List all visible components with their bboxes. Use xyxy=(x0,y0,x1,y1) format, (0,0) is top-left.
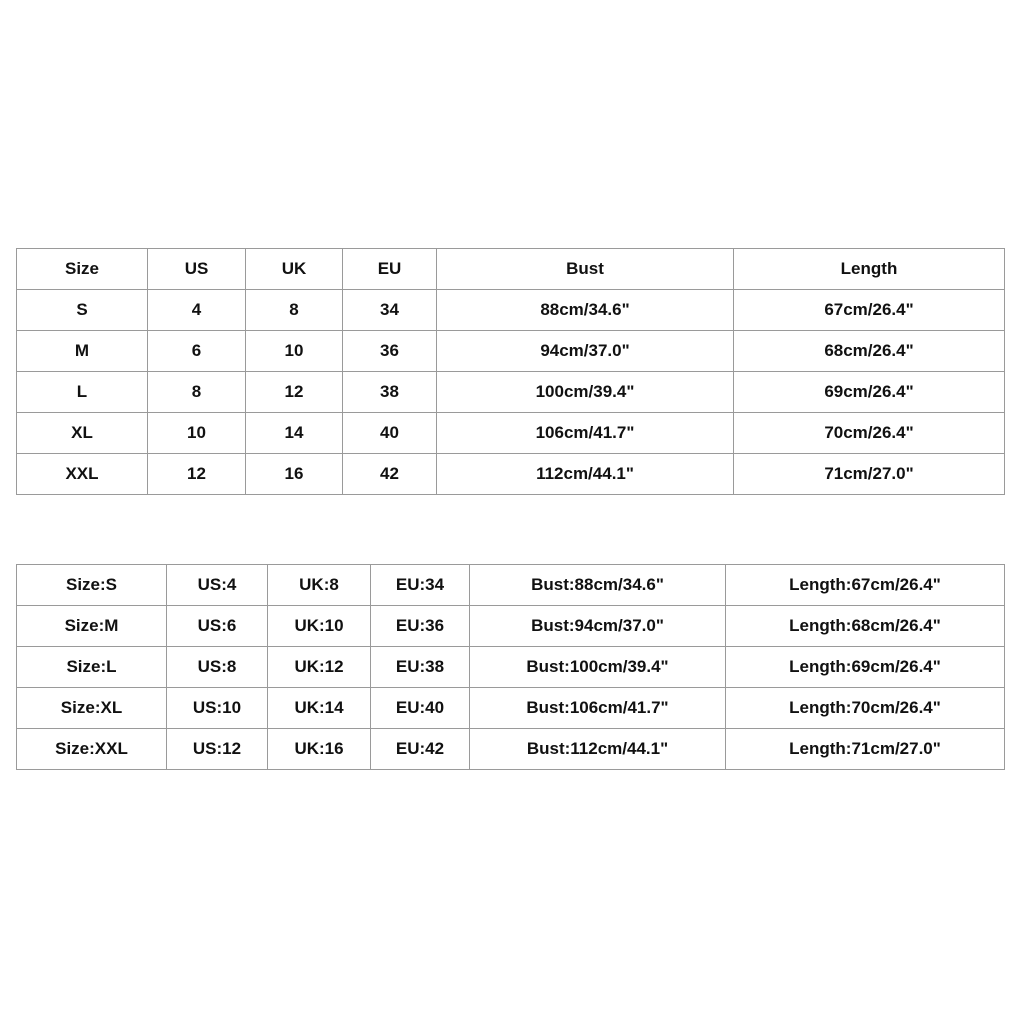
cell-length: Length:69cm/26.4" xyxy=(726,647,1005,688)
cell-eu: 34 xyxy=(343,290,437,331)
cell-us: US:6 xyxy=(167,606,268,647)
cell-size: L xyxy=(17,372,148,413)
cell-eu: 42 xyxy=(343,454,437,495)
table-row xyxy=(17,413,1005,454)
cell-size: S xyxy=(17,290,148,331)
cell-uk: 12 xyxy=(246,372,343,413)
table-header-row xyxy=(17,249,1005,290)
header-size: Size xyxy=(17,249,148,290)
cell-size: XL xyxy=(17,413,148,454)
table-row xyxy=(17,565,1005,606)
cell-size: Size:XL xyxy=(17,688,167,729)
cell-bust: 100cm/39.4" xyxy=(437,372,734,413)
table-row xyxy=(17,606,1005,647)
cell-bust: Bust:106cm/41.7" xyxy=(470,688,726,729)
cell-length: Length:70cm/26.4" xyxy=(726,688,1005,729)
cell-us: US:10 xyxy=(167,688,268,729)
cell-length: 67cm/26.4" xyxy=(734,290,1005,331)
cell-length: Length:68cm/26.4" xyxy=(726,606,1005,647)
table-row xyxy=(17,290,1005,331)
cell-uk: UK:8 xyxy=(268,565,371,606)
table-row xyxy=(17,647,1005,688)
table-row xyxy=(17,454,1005,495)
header-length: Length xyxy=(734,249,1005,290)
cell-size: Size:XXL xyxy=(17,729,167,770)
cell-eu: EU:42 xyxy=(371,729,470,770)
cell-us: 10 xyxy=(148,413,246,454)
cell-length: 69cm/26.4" xyxy=(734,372,1005,413)
cell-uk: UK:16 xyxy=(268,729,371,770)
table-row xyxy=(17,688,1005,729)
cell-bust: 88cm/34.6" xyxy=(437,290,734,331)
cell-uk: 8 xyxy=(246,290,343,331)
cell-uk: UK:14 xyxy=(268,688,371,729)
header-eu: EU xyxy=(343,249,437,290)
cell-bust: Bust:112cm/44.1" xyxy=(470,729,726,770)
cell-uk: 14 xyxy=(246,413,343,454)
cell-length: Length:67cm/26.4" xyxy=(726,565,1005,606)
cell-us: 6 xyxy=(148,331,246,372)
cell-bust: Bust:94cm/37.0" xyxy=(470,606,726,647)
cell-length: Length:71cm/27.0" xyxy=(726,729,1005,770)
cell-us: 8 xyxy=(148,372,246,413)
cell-size: XXL xyxy=(17,454,148,495)
cell-eu: EU:40 xyxy=(371,688,470,729)
cell-uk: 16 xyxy=(246,454,343,495)
cell-eu: 36 xyxy=(343,331,437,372)
cell-us: 4 xyxy=(148,290,246,331)
cell-bust: 112cm/44.1" xyxy=(437,454,734,495)
cell-size: Size:L xyxy=(17,647,167,688)
cell-eu: EU:34 xyxy=(371,565,470,606)
cell-us: US:8 xyxy=(167,647,268,688)
cell-us: US:4 xyxy=(167,565,268,606)
cell-uk: 10 xyxy=(246,331,343,372)
table-row xyxy=(17,331,1005,372)
cell-size: Size:M xyxy=(17,606,167,647)
header-us: US xyxy=(148,249,246,290)
cell-us: 12 xyxy=(148,454,246,495)
cell-bust: Bust:100cm/39.4" xyxy=(470,647,726,688)
cell-bust: Bust:88cm/34.6" xyxy=(470,565,726,606)
cell-length: 71cm/27.0" xyxy=(734,454,1005,495)
size-chart-table xyxy=(16,248,1005,495)
cell-length: 70cm/26.4" xyxy=(734,413,1005,454)
cell-size: M xyxy=(17,331,148,372)
cell-uk: UK:12 xyxy=(268,647,371,688)
cell-bust: 106cm/41.7" xyxy=(437,413,734,454)
header-uk: UK xyxy=(246,249,343,290)
cell-eu: 40 xyxy=(343,413,437,454)
cell-bust: 94cm/37.0" xyxy=(437,331,734,372)
table-row xyxy=(17,729,1005,770)
cell-eu: EU:38 xyxy=(371,647,470,688)
cell-size: Size:S xyxy=(17,565,167,606)
header-bust: Bust xyxy=(437,249,734,290)
cell-length: 68cm/26.4" xyxy=(734,331,1005,372)
cell-eu: EU:36 xyxy=(371,606,470,647)
labeled-size-chart-table xyxy=(16,564,1005,770)
cell-eu: 38 xyxy=(343,372,437,413)
table-row xyxy=(17,372,1005,413)
cell-us: US:12 xyxy=(167,729,268,770)
cell-uk: UK:10 xyxy=(268,606,371,647)
